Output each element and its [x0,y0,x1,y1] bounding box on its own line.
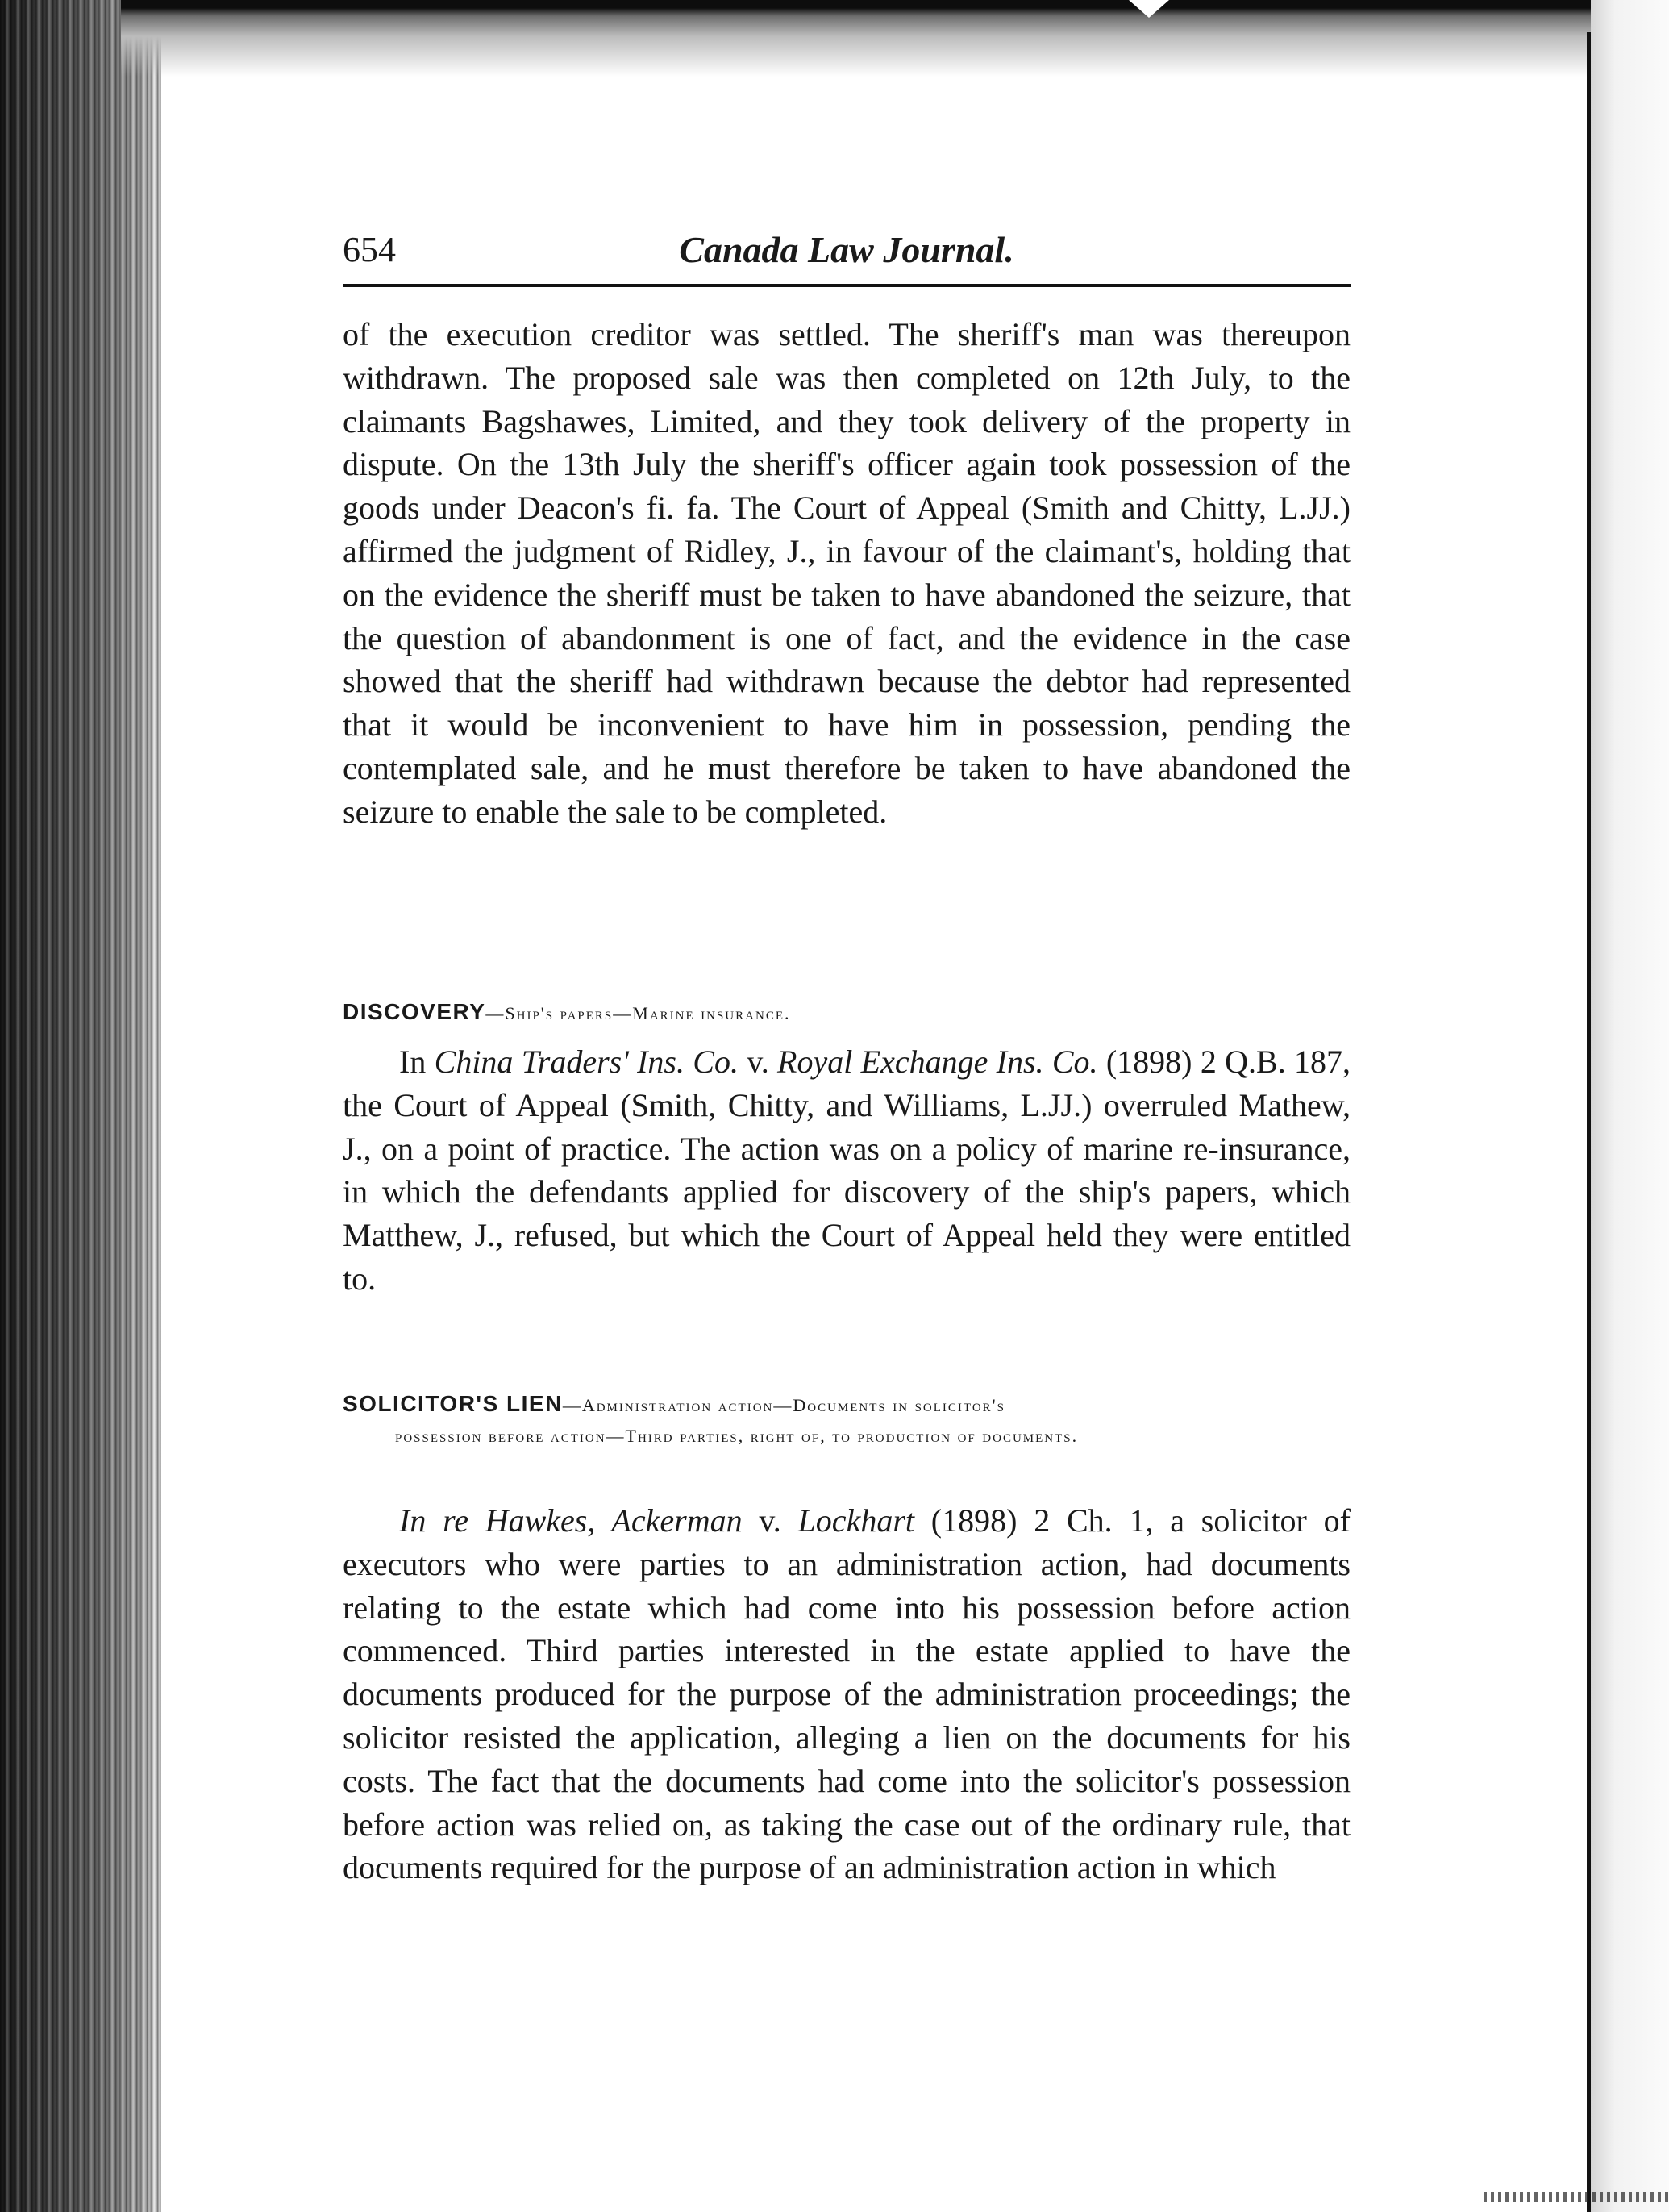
paragraph-body: (1898) 2 Q.B. 187, the Court of Appeal (Smith, Chitty, and Williams, L.JJ.) overruled Mathew, J., on a point of practice. The action was on a policy of marine re-insurance, in which the defendants applied for discovery of the ship's papers, which Matthew, J., refused, but which the Court of Appeal held they were entitled to. [343,1044,1351,1297]
paragraph-solicitors-lien [343,1499,1351,1889]
case-party-2: Royal Exchange Ins. Co. [777,1044,1098,1080]
heading-subtopics-continued: possession before action—Third parties, right of, to production of documents. [395,1426,1079,1446]
paragraph-continued [343,313,1351,834]
case-party-1: China Traders' Ins. Co. [434,1044,739,1080]
versus: v. [739,1044,778,1080]
case-party-1: In re Hawkes, Ackerman [399,1502,743,1539]
page-number: 654 [343,230,396,269]
paragraph-text [343,1499,1351,1889]
versus: v. [742,1502,798,1539]
heading-lead: DISCOVERY [343,999,486,1024]
paragraph-body: (1898) 2 Ch. 1, a solicitor of executors who were parties to an administration action, had documents relating to the estate which had come into his possession before action commenced. Third parties interested in the estate applied to have the documents produced for the purpose of the administration proceedings; the solicitor resisted the application, alleging a lien on the documents for his costs. The fact that the documents had come into the solicitor's possession before action was relied on, as taking the case out of the ordinary rule, that documents required for the purpose of an administration action in which [343,1502,1351,1886]
section-heading-solicitors-lien [343,1389,1351,1452]
journal-title: Canada Law Journal. [679,229,1014,270]
scan-bottom-mark [1484,2192,1669,2202]
heading-subtopics: —Ship's papers—Marine insurance. [485,1003,791,1023]
paragraph-discovery [343,1040,1351,1301]
scan-top-edge [121,0,1669,77]
paragraph-text: of the execution creditor was settled. The sheriff's man was thereupon withdrawn. The proposed sale was then completed on 12th July, to the claimants Bagshawes, Limited, and they took delivery of the property in dispute. On the 13th July the sheriff's officer again took possession of the goods under Deacon's fi. fa. The Court of Appeal (Smith and Chitty, L.JJ.) affirmed the judgment of Ridley, J., in favour of the claimant's, holding that on the evidence the sheriff must be taken to have abandoned the seizure, that the question of abandonment is one of fact, and the evidence in the case showed that the sheriff had withdrawn because the debtor had represented that it would be inconvenient to have him in possession, pending the contemplated sale, and he must therefore be taken to have abandoned the seizure to enable the sale to be completed. [343,316,1351,830]
scan-left-edge [0,0,161,2212]
heading-lead: SOLICITOR'S LIEN [343,1391,563,1416]
paragraph-text [343,1040,1351,1301]
header-rule [343,284,1351,287]
case-party-2: Lockhart [797,1502,914,1539]
scan-right-border [1587,32,1591,2212]
running-head [343,226,1351,282]
intro-word: In [399,1044,435,1080]
heading-subtopics: —Administration action—Documents in solicitor's [562,1395,1005,1415]
scan-right-edge [1591,0,1669,2212]
section-heading-discovery [343,997,1351,1029]
